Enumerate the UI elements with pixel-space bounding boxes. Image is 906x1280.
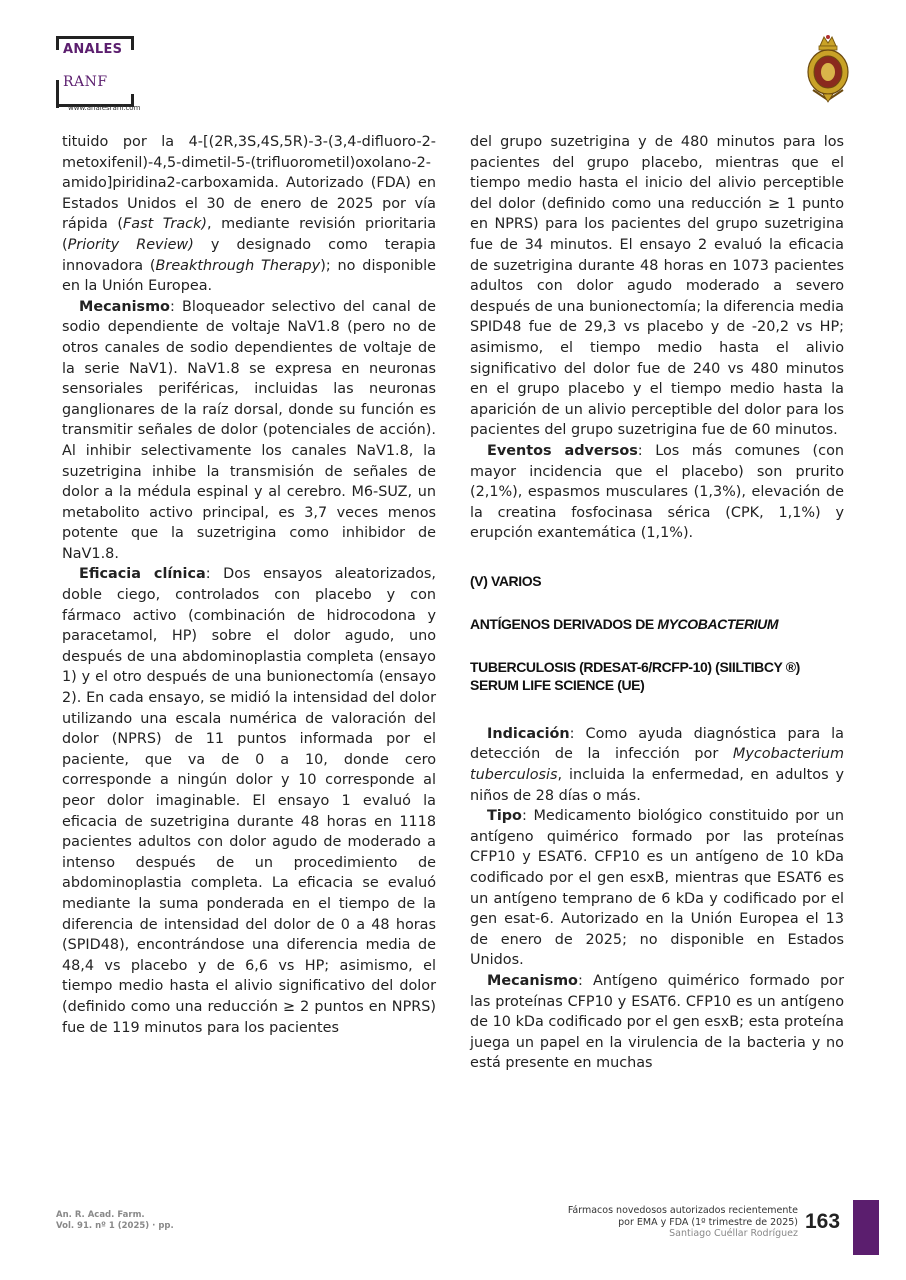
section-heading-varios: (V) VARIOS	[470, 572, 542, 589]
logo-url: www.analesranf.com	[68, 104, 141, 112]
footer-journal: An. R. Acad. Farm.	[56, 1210, 145, 1220]
label-clinical-efficacy: Eficacia clínica	[79, 566, 206, 583]
label-type: Tipo	[487, 808, 522, 825]
logo-ranf-text: RANF	[63, 74, 108, 90]
footer-title-line1: Fármacos novedosos autorizados recientemente	[567, 1205, 798, 1216]
academy-crest-icon	[805, 32, 851, 104]
paragraph-chemical-name: tituido por la 4-[(2R,3S,4S,5R)-3-(3,4-difluoro-2-metoxifenil)-4,5-dimetil-5-(trifluorometil)oxolano-2-amido]piridina2-carboxamida. Autorizado (FDA) en Estados Unidos el 30 de enero de 2025 por vía rápida (Fast Track), mediante revisión prioritaria (Priority Review) y designado como terapia innovadora (Breakthrough Therapy); no disponible en la Unión Europea.	[62, 134, 437, 295]
journal-logo	[56, 36, 176, 116]
footer-author: Santiago Cuéllar Rodríguez	[669, 1228, 798, 1239]
label-indication: Indicación	[487, 725, 570, 742]
footer-title-line2: por EMA y FDA (1º trimestre de 2025)	[618, 1216, 798, 1228]
paragraph-adverse-events: Eventos adversos: Los más comunes (con mayor incidencia que el placebo) son prurito (2,1%), espasmos musculares (1,3%), elevación de la creatina fosfocinasa sérica (CPK, 1,1%) y erupción exantemática (1,1%).	[470, 442, 844, 542]
paragraph-indication: Indicación: Como ayuda diagnóstica para la detección de la infección por Mycobacterium tuberculosis, incluida la enfermedad, en adultos y niños de 28 días o más.	[470, 725, 844, 804]
paragraph-mechanism-antigen: Mecanismo: Antígeno quimérico formado por las proteínas CFP10 y ESAT6. CFP10 es un antígeno de 10 kDa codificado por el gen esxB; esta proteína juega un papel en la virulencia de la bacteria y no está presente en muchas	[470, 973, 844, 1072]
label-mechanism-antigen: Mecanismo	[487, 973, 578, 989]
page-number: 163	[805, 1210, 841, 1233]
left-column	[62, 132, 436, 1038]
logo-anales-text: ANALES	[63, 42, 123, 57]
label-adverse-events: Eventos adversos	[487, 442, 638, 459]
footer-volume: Vol. 91. nº 1 (2025) · pp.	[56, 1221, 174, 1231]
paragraph-clinical-efficacy: Eficacia clínica: Dos ensayos aleatorizados, doble ciego, controlados con placebo y con fármaco activo (combinación de hidrocodona y paracetamol, HP) sobre el dolor agudo, uno después de una abdominoplastia completa (ensayo 1) y el otro después de una bunionectomía (ensayo 2). En cada ensayo, se midió la intensidad del dolor utilizando una escala numérica de valoración del dolor (NPRS) de 11 puntos informada por el paciente, que va de 0 a 10, donde cero corresponde a ningún dolor y 10 corresponde al peor dolor imaginable. El ensayo 1 evaluó la eficacia de suzetrigina durante 48 horas en 1118 pacientes adultos con dolor agudo de moderado a intenso después de un procedimiento de abdominoplastia completa. La eficacia se evaluó mediante la suma ponderada en el tiempo de la diferencia de intensidad del dolor de 0 a 48 horas (SPID48), encontrándose una diferencia media de 48,4 vs placebo y de 6,6 vs HP; asimismo, el tiempo medio hasta el alivio significativo del dolor (definido como una reducción ≥ 2 puntos en NPRS) fue de 119 minutos para los pacientes	[62, 566, 436, 1036]
page-accent-bar	[853, 1200, 879, 1255]
section-heading-antigens: ANTÍGENOS DERIVADOS DE MYCOBACTERIUM	[470, 615, 779, 632]
drug-title: TUBERCULOSIS (RDESAT-6/RCFP-10) (SIILTIBCY ®) SERUM LIFE SCIENCE (UE)	[470, 658, 800, 693]
right-column	[470, 132, 844, 1074]
label-mechanism: Mecanismo	[79, 298, 170, 315]
paragraph-efficacy-continued: del grupo suzetrigina y de 480 minutos para los pacientes del grupo placebo, mientras que el tiempo medio hasta el inicio del alivio perceptible del dolor (definido como una reducción ≥ 1 punto en NPRS) para los pacientes del grupo suzetrigina fue de 34 minutos. El ensayo 2 evaluó la eficacia de suzetrigina durante 48 horas en 1073 pacientes adultos con dolor agudo moderado a severo después de una bunionectomía; la diferencia media SPID48 fue de 29,3 vs placebo y de -20,2 vs HP; asimismo, el tiempo medio hasta el alivio significativo del dolor fue de 240 vs 480 minutos en el grupo placebo y el tiempo medio hasta la aparición de un alivio perceptible del dolor para los pacientes del grupo suzetrigina fue de 60 minutos.	[470, 134, 844, 439]
footer-citation	[56, 1210, 174, 1232]
paragraph-mechanism: Mecanismo: Bloqueador selectivo del canal de sodio dependiente de voltaje NaV1.8 (pero no de otros canales de sodio dependientes de voltaje de la serie NaV1). NaV1.8 se expresa en neuronas sensoriales periféricas, incluidas las neuronas ganglionares de la raíz dorsal, donde su función es transmitir señales de dolor (potenciales de acción). Al inhibir selectivamente los canales NaV1.8, la suzetrigina inhibe la transmisión de señales de dolor a la médula espinal y al cerebro. M6-SUZ, un metabolito activo principal, es 3,7 veces menos potente que la suzetrigina como inhibidor de NaV1.8.	[62, 298, 436, 562]
paragraph-type: Tipo: Medicamento biológico constituido por un antígeno quimérico formado por las proteínas CFP10 y ESAT6. CFP10 es un antígeno de 10 kDa codificado por el gen esxB, mientras que ESAT6 es un antígeno temprano de 6 kDa y codificado por el gen esat-6. Autorizado en la Unión Europea el 13 de enero de 2025; no disponible en Estados Unidos.	[470, 808, 844, 969]
footer-article-info	[568, 1205, 798, 1240]
